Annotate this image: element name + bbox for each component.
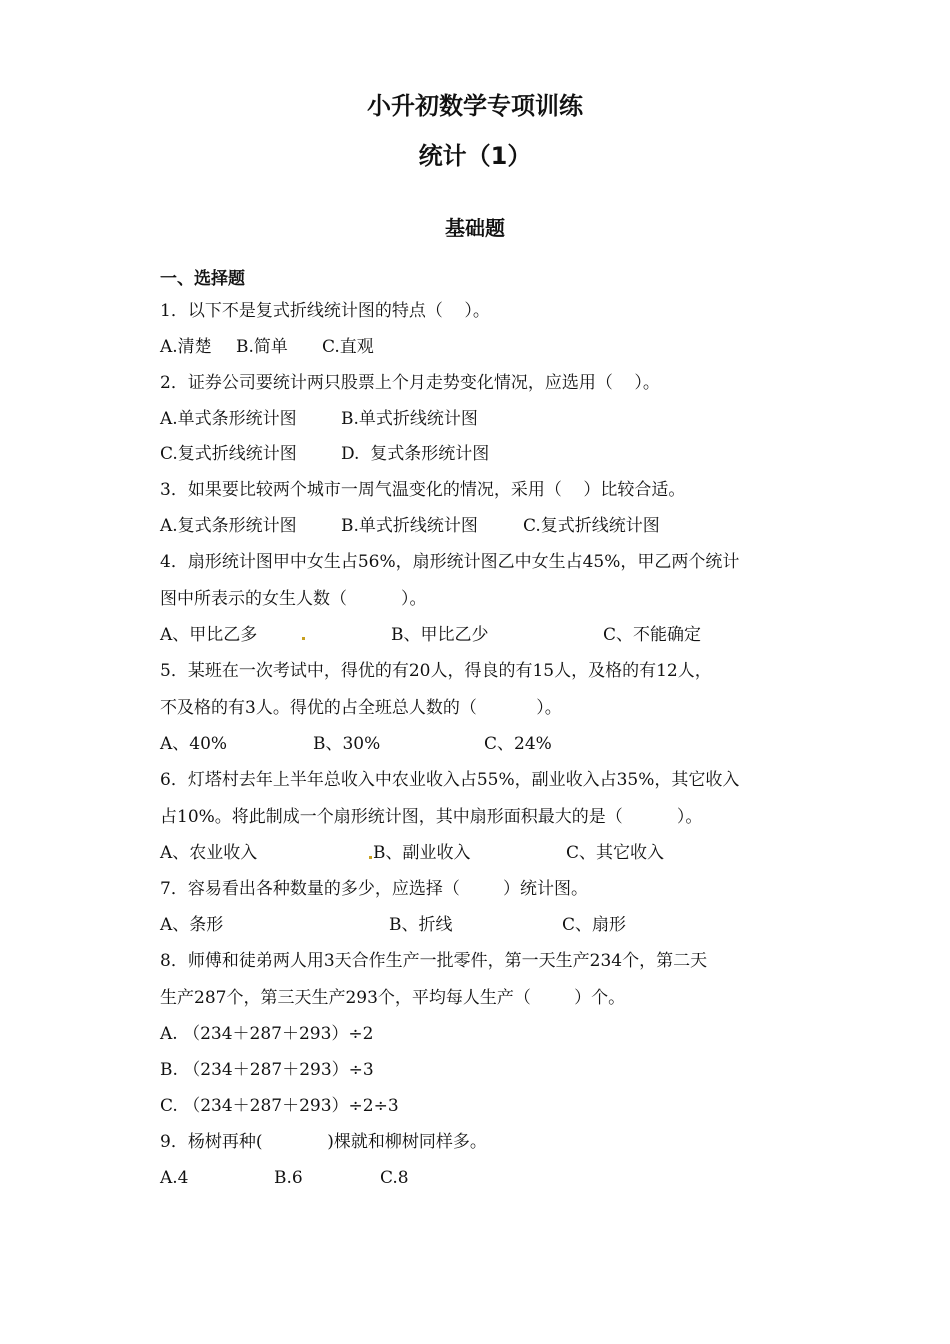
question-6-stem-line-2: 占10%。将此制成一个扇形统计图，其中扇形面积最大的是（ ）。 — [160, 807, 703, 827]
question-7-option-a: A、条形 — [160, 915, 224, 935]
question-8-stem-line-1: 8．师傅和徒弟两人用3天合作生产一批零件，第一天生产234个，第二天 — [160, 951, 708, 971]
question-4-option-a: A、甲比乙多 — [160, 625, 258, 645]
question-8-option-c: C. （234＋287＋293）÷2÷3 — [160, 1096, 399, 1116]
question-8-stem-line-2: 生产287个，第三天生产293个，平均每人生产（ ）个。 — [160, 988, 626, 1008]
question-9-option-c: C.8 — [380, 1168, 409, 1188]
question-7-stem: 7．容易看出各种数量的多少，应选择（ ）统计图。 — [160, 879, 589, 899]
question-3-option-a: A.复式条形统计图 — [160, 516, 297, 536]
question-3-option-c: C.复式折线统计图 — [523, 516, 660, 536]
question-8-option-b: B. （234＋287＋293）÷3 — [160, 1060, 374, 1080]
question-3-option-b: B.单式折线统计图 — [341, 516, 478, 536]
question-2-stem: 2．证券公司要统计两只股票上个月走势变化情况，应选用（ ）。 — [160, 373, 660, 393]
question-5-option-c: C、24% — [484, 734, 552, 754]
question-9-option-b: B.6 — [274, 1168, 303, 1188]
question-8-option-a: A. （234＋287＋293）÷2 — [160, 1024, 374, 1044]
question-2-option-a: A.单式条形统计图 — [160, 409, 297, 429]
question-2-option-b: B.单式折线统计图 — [341, 409, 478, 429]
question-1-stem: 1．以下不是复式折线统计图的特点（ ）。 — [160, 301, 490, 321]
question-4-stem-line-2: 图中所表示的女生人数（ ）。 — [160, 589, 427, 609]
question-7-option-c: C、扇形 — [562, 915, 627, 935]
question-1-option-c: C.直观 — [322, 337, 374, 357]
stray-mark — [302, 637, 305, 640]
question-5-option-a: A、40% — [160, 734, 228, 754]
question-5-stem-line-1: 5．某班在一次考试中，得优的有20人，得良的有15人，及格的有12人， — [160, 661, 712, 681]
question-6-option-a: A、农业收入 — [160, 843, 258, 863]
question-5-option-b: B、30% — [313, 734, 381, 754]
stray-mark — [369, 856, 372, 859]
page-subtitle: 统计（1） — [418, 142, 532, 170]
question-4-option-c: C、不能确定 — [603, 625, 702, 645]
question-9-stem: 9．杨树再种( )棵就和柳树同样多。 — [160, 1132, 487, 1152]
question-6-option-c: C、其它收入 — [566, 843, 665, 863]
question-6-stem-line-1: 6．灯塔村去年上半年总收入中农业收入占55%，副业收入占35%，其它收入 — [160, 770, 740, 790]
page-title: 小升初数学专项训练 — [367, 92, 583, 120]
difficulty-heading: 基础题 — [445, 216, 505, 240]
section-heading: 一、选择题 — [160, 269, 245, 289]
question-3-stem: 3．如果要比较两个城市一周气温变化的情况，采用（ ）比较合适。 — [160, 480, 686, 500]
question-4-stem-line-1: 4．扇形统计图甲中女生占56%，扇形统计图乙中女生占45%，甲乙两个统计 — [160, 552, 740, 572]
question-9-option-a: A.4 — [160, 1168, 189, 1188]
question-4-option-b: B、甲比乙少 — [391, 625, 489, 645]
question-1-option-b: B.简单 — [236, 337, 288, 357]
question-6-option-b: B、副业收入 — [373, 843, 471, 863]
question-5-stem-line-2: 不及格的有3人。得优的占全班总人数的（ ）。 — [160, 698, 562, 718]
question-2-option-c: C.复式折线统计图 — [160, 444, 297, 464]
question-1-option-a: A.清楚 — [160, 337, 212, 357]
question-2-option-d: D. 复式条形统计图 — [341, 444, 490, 464]
question-7-option-b: B、折线 — [389, 915, 453, 935]
